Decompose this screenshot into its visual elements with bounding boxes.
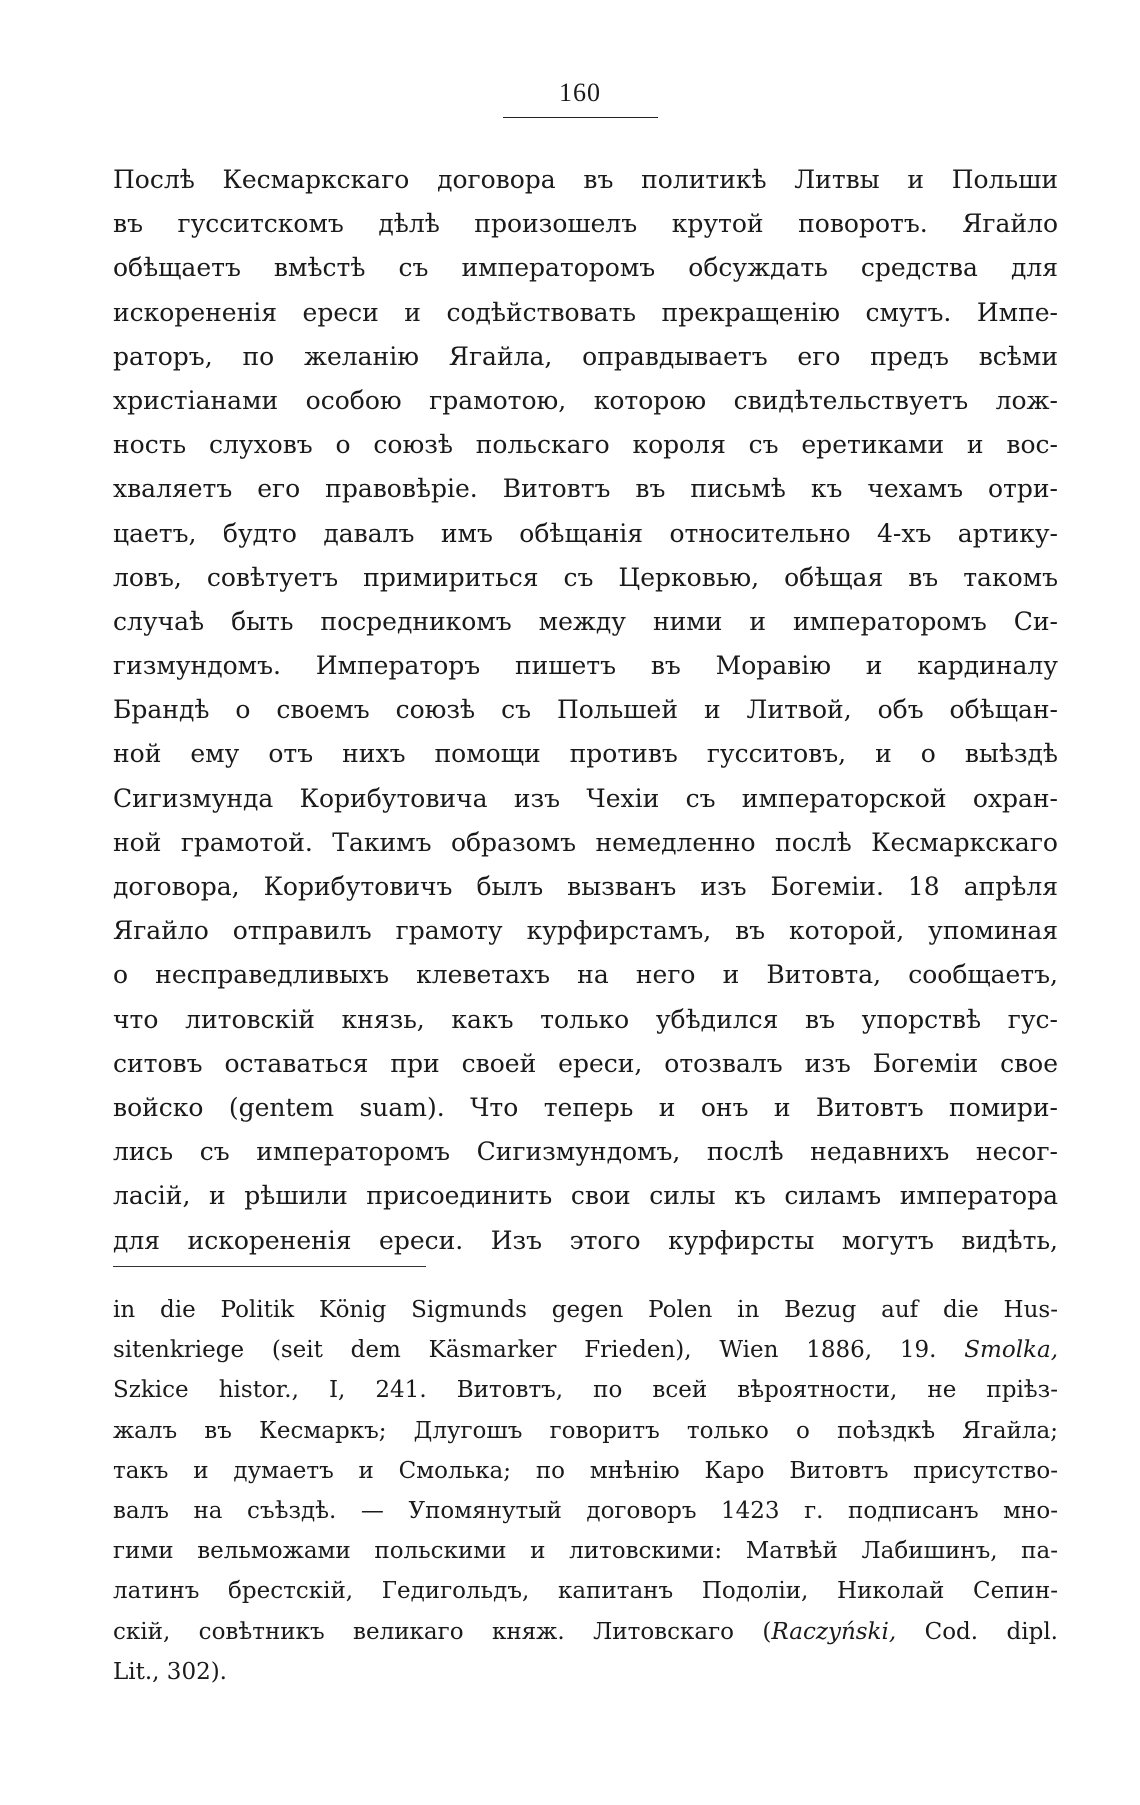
text-line: что литовскій князь, какъ только убѣдился въ упорствѣ гус- bbox=[113, 1004, 1058, 1034]
header-rule bbox=[503, 117, 658, 118]
text-line: Брандѣ о своемъ союзѣ съ Польшей и Литвой, объ обѣщан- bbox=[113, 695, 1058, 725]
footnote-line: in die Politik König Sigmunds gegen Polen in Bezug auf die Hus- bbox=[113, 1297, 1058, 1323]
footnote-line: такъ и думаетъ и Смолька; по мнѣнію Каро Витовтъ присутство- bbox=[113, 1457, 1058, 1484]
text-line: обѣщаетъ вмѣстѣ съ императоромъ обсуждать средства для bbox=[113, 253, 1058, 283]
text-line: искорененія ереси и содѣйствовать прекращенію смутъ. Импе- bbox=[113, 297, 1058, 327]
text-line: цаетъ, будто давалъ имъ обѣщанія относительно 4-хъ артику- bbox=[113, 518, 1058, 548]
author-name: Smolka, bbox=[964, 1337, 1059, 1364]
text-line: хваляетъ его правовѣріе. Витовтъ въ письмѣ къ чехамъ отри- bbox=[113, 474, 1058, 504]
author-name: Raczyński, bbox=[771, 1618, 897, 1645]
text-line: раторъ, по желанію Ягайла, оправдываетъ его предъ всѣми bbox=[113, 341, 1058, 371]
text-line: Сигизмунда Корибутовича изъ Чехіи съ императорской охран- bbox=[113, 783, 1058, 813]
footnote-text: sitenkriege (seit dem Käsmarker Frieden), Wien 1886, 19. bbox=[113, 1337, 937, 1364]
footnote-line bbox=[113, 1330, 1058, 1370]
text-line: договора, Корибутовичъ былъ вызванъ изъ Богеміи. 18 апрѣля bbox=[113, 872, 1058, 901]
text-line: христіанами особою грамотою, которою свидѣтельствуетъ лож- bbox=[113, 385, 1058, 415]
text-line: Послѣ Кесмаркскаго договора въ политикѣ Литвы и Польши bbox=[113, 165, 1058, 194]
page-number: 160 bbox=[559, 78, 601, 107]
footnote-text: Cod. dipl. bbox=[924, 1618, 1058, 1645]
text-line: ной ему отъ нихъ помощи противъ гусситовъ, и о выѣздѣ bbox=[113, 739, 1058, 769]
footnote-line: гими вельможами польскими и литовскими: Матвѣй Лабишинъ, па- bbox=[113, 1538, 1058, 1565]
text-line: для искорененія ереси. Изъ этого курфирсты могутъ видѣть, bbox=[113, 1225, 1058, 1255]
text-line: въ гусситскомъ дѣлѣ произошелъ крутой поворотъ. Ягайло bbox=[113, 209, 1058, 239]
text-line: ность слуховъ о союзѣ польскаго короля съ еретиками и вос- bbox=[113, 430, 1058, 460]
text-line: о несправедливыхъ клеветахъ на него и Витовта, сообщаетъ, bbox=[113, 960, 1058, 990]
text-line: войско (gentem suam). Что теперь и онъ и Витовтъ помири- bbox=[113, 1092, 1058, 1122]
text-line: ловъ, совѣтуетъ примириться съ Церковью, обѣщая въ такомъ bbox=[113, 562, 1058, 592]
footnote-line: Szkice histor., I, 241. Витовтъ, по всей вѣроятности, не пріѣз- bbox=[113, 1377, 1058, 1404]
footnote-text: скій, совѣтникъ великаго княж. Литовскаго ( bbox=[113, 1618, 772, 1645]
text-line: Ягайло отправилъ грамоту курфирстамъ, въ которой, упоминая bbox=[113, 916, 1058, 946]
text-line: ной грамотой. Такимъ образомъ немедленно послѣ Кесмаркскаго bbox=[113, 827, 1058, 857]
footnote-line: валъ на съѣздѣ. — Упомянутый договоръ 1423 г. подписанъ мно- bbox=[113, 1497, 1058, 1524]
text-line: случаѣ быть посредникомъ между ними и императоромъ Си- bbox=[113, 606, 1058, 636]
footnote-line: Lit., 302). bbox=[113, 1658, 227, 1685]
main-text-block bbox=[113, 158, 1058, 1263]
footnote-rule bbox=[113, 1266, 426, 1267]
footnote-line: жалъ въ Кесмаркъ; Длугошъ говоритъ только о поѣздкѣ Ягайла; bbox=[113, 1417, 1058, 1444]
footnote-line bbox=[113, 1612, 1058, 1652]
footnote-block bbox=[113, 1290, 1058, 1692]
text-line: гизмундомъ. Императоръ пишетъ въ Моравію и кардиналу bbox=[113, 651, 1058, 681]
text-line: ласій, и рѣшили присоединить свои силы къ силамъ императора bbox=[113, 1181, 1058, 1211]
footnote-line: латинъ брестскій, Гедигольдъ, капитанъ Подоліи, Николай Сепин- bbox=[113, 1578, 1058, 1605]
text-line: ситовъ оставаться при своей ереси, отозвалъ изъ Богеміи свое bbox=[113, 1048, 1058, 1078]
text-line: лись съ императоромъ Сигизмундомъ, послѣ недавнихъ несог- bbox=[113, 1137, 1058, 1167]
